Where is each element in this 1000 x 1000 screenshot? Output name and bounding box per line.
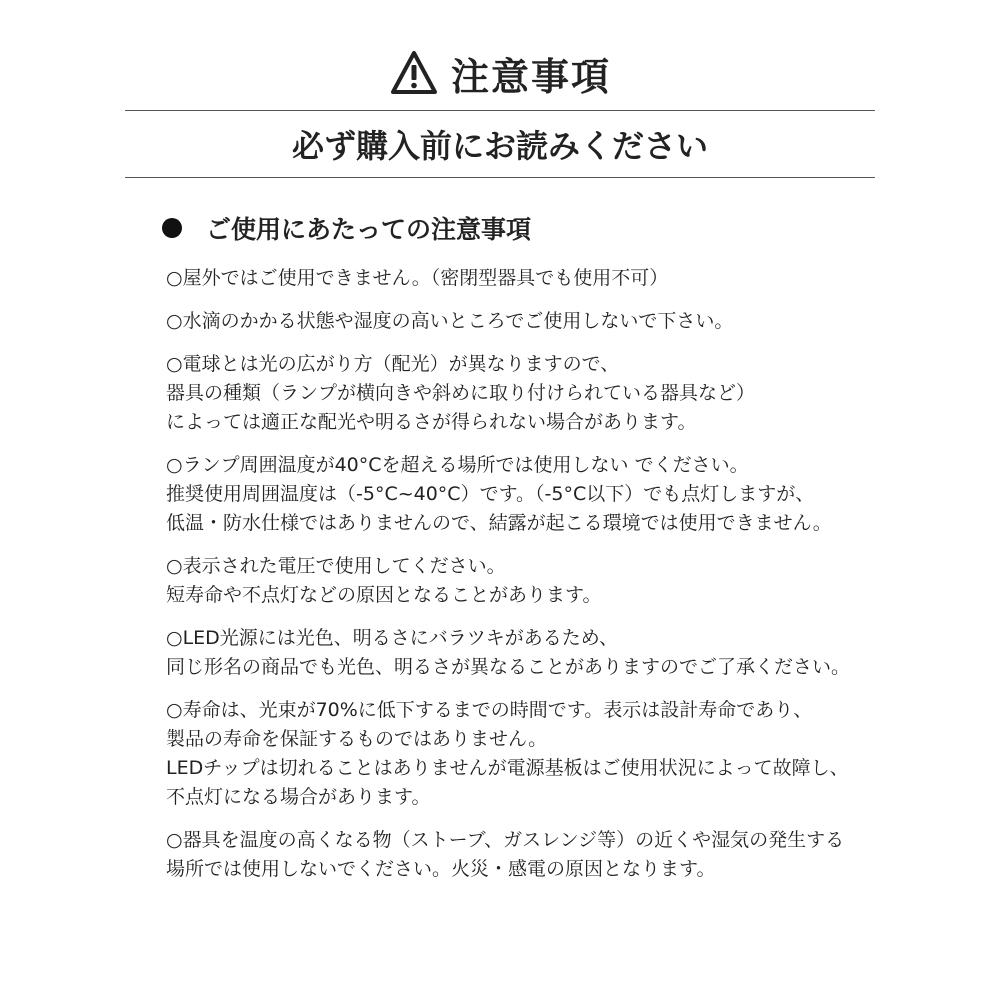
note-item <box>166 307 986 336</box>
note-line: ○電球とは光の広がり方（配光）が異なりますので、 <box>166 353 620 375</box>
note-item <box>166 451 986 538</box>
note-line: ○ランプ周囲温度が40°Cを超える場所では使用しない でください。 <box>166 454 749 476</box>
divider-top <box>125 110 875 111</box>
section-title: ご使用にあたっての注意事項 <box>206 215 532 244</box>
note-line: 器具の種類（ランプが横向きや斜めに取り付けられている器具など） <box>166 382 756 404</box>
bullet-dot-icon <box>162 218 182 238</box>
note-line: 短寿命や不点灯などの原因となることがあります。 <box>166 584 602 606</box>
note-item <box>166 552 986 610</box>
note-line: 同じ形名の商品でも光色、明るさが異なることがありますのでご了承ください。 <box>166 656 851 678</box>
note-line: ○表示された電圧で使用してください。 <box>166 555 506 577</box>
note-line: ○LED光源には光色、明るさにバラツキがあるため、 <box>166 627 619 649</box>
page-title: 注意事項 <box>450 54 611 99</box>
section-heading <box>162 206 531 250</box>
note-line: 推奨使用周囲温度は（-5°C~40°C）です。（-5°C以下）でも点灯しますが、 <box>166 483 815 505</box>
note-line: 低温・防水仕様ではありませんので、結露が起こる環境では使用できません。 <box>166 512 832 534</box>
divider-bottom <box>125 177 875 178</box>
note-line: ○屋外ではご使用できません。（密閉型器具でも使用不可） <box>166 267 669 289</box>
note-item <box>166 264 986 293</box>
note-line: ○器具を温度の高くなる物（ストーブ、ガスレンジ等）の近くや湿気の発生する <box>166 829 845 851</box>
note-item <box>166 350 986 437</box>
warning-triangle-icon <box>389 49 439 97</box>
note-line: 製品の寿命を保証するものではありません。 <box>166 728 548 750</box>
note-item <box>166 826 986 884</box>
notes-list <box>166 264 986 898</box>
note-item <box>166 696 986 812</box>
note-line: ○水滴のかかる状態や湿度の高いところでご使用しないで下さい。 <box>166 310 734 332</box>
note-line: によっては適正な配光や明るさが得られない場合があります。 <box>166 411 697 433</box>
page-header <box>0 42 1000 104</box>
note-item <box>166 624 986 682</box>
note-line: LEDチップは切れることはありませんが電源基板はご使用状況によって故障し、 <box>166 757 849 779</box>
note-line: ○寿命は、光束が70%に低下するまでの時間です。表示は設計寿命であり、 <box>166 699 813 721</box>
page-subtitle: 必ず購入前にお読みください <box>291 127 708 165</box>
note-line: 場所では使用しないでください。火災・感電の原因となります。 <box>166 858 716 880</box>
note-line: 不点灯になる場合があります。 <box>166 786 431 808</box>
